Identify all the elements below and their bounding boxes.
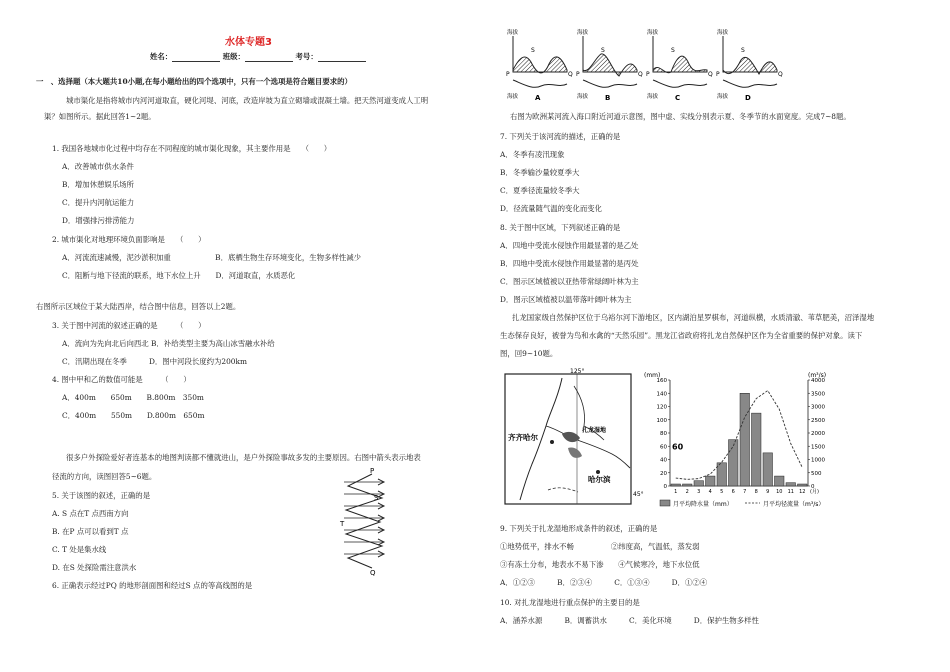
right-tick-label: 2000 — [811, 431, 825, 437]
precip-bar — [763, 453, 773, 486]
profile-panel-b — [576, 28, 643, 102]
exam-number-label: 考号： — [295, 52, 318, 61]
q7-option-c[interactable]: C．夏季径流量较冬季大 — [500, 186, 580, 195]
profile-panel-c — [646, 28, 713, 102]
altitude-label: 海拔 — [717, 30, 729, 36]
point-p-label: P — [646, 71, 650, 78]
panel-label: C — [675, 94, 681, 102]
point-q-label: Q — [708, 71, 713, 78]
class-label: 班级： — [222, 52, 245, 61]
q4-options-cd[interactable]: C．400m 550m D.800m 650m — [62, 411, 205, 420]
q9-statements-34: ③有冻土分布，地表水不易下渗 ④气候寒冷，地下水位低 — [500, 560, 700, 569]
point-s-label: S — [671, 47, 675, 54]
latitude-label: 45° — [633, 491, 644, 498]
q1-option-a[interactable]: A．改善城市供水条件 — [62, 162, 134, 171]
precip-bar — [740, 393, 750, 486]
panel-label: B — [605, 94, 611, 102]
q8-option-d[interactable]: D．图示区域植被以温带落叶阔叶林为主 — [500, 295, 632, 304]
left-tick-label: 100 — [656, 417, 667, 424]
question-10: 10. 对扎龙湿地进行重点保护的主要目的是 — [500, 598, 640, 607]
q5-option-a[interactable]: A. S 点在T 点西南方向 — [52, 509, 129, 518]
q1-option-d[interactable]: D．增强排污排涝能力 — [62, 216, 135, 225]
harbin-dot — [596, 470, 600, 474]
name-blank[interactable] — [172, 53, 220, 62]
month-tick-label: 4 — [708, 489, 712, 495]
q4-options-ab[interactable]: A．400m 650m B.800m 350m — [62, 393, 204, 402]
legend-swatch-precip — [660, 500, 670, 506]
point-p-label: P — [576, 71, 580, 78]
altitude-label: 海拔 — [577, 94, 589, 100]
precip-bar — [752, 413, 762, 486]
exam-number-blank[interactable] — [318, 53, 366, 62]
zhalong-map — [502, 368, 644, 508]
q8-option-c[interactable]: C．图示区域植被以亚热带常绿阔叶林为主 — [500, 277, 639, 286]
q3-options-cd[interactable]: C．汛期出现在冬季 D．图中河段长度约为200km — [62, 357, 247, 366]
altitude-label: 海拔 — [717, 94, 729, 100]
q7-option-a[interactable]: A．冬季有凌汛现象 — [500, 150, 565, 159]
precip-bar — [786, 483, 796, 486]
point-p-label: P — [506, 71, 510, 78]
altitude-label: 海拔 — [647, 30, 659, 36]
name-label: 姓名： — [150, 52, 173, 61]
intro-text: 渠？如图所示。据此回答1~2题。 — [44, 112, 156, 121]
flow-lines — [344, 482, 384, 554]
contour-curve — [513, 80, 567, 87]
passage-4: 右图为欧洲某河流入海口附近河道示意图，图中虚、实线分别表示夏、冬季节的水面宽度。完成7~8题。 — [510, 112, 851, 121]
zhalong-wetland-label: 扎龙湿地 — [582, 427, 607, 434]
left-tick-label: 160 — [656, 378, 667, 384]
left-tick-label: 140 — [656, 391, 667, 398]
point-s-label: S — [741, 47, 745, 54]
precip-bar — [798, 484, 808, 486]
precip-bar — [671, 484, 681, 486]
legend-runoff: 月平均径流量（m³/s） — [763, 501, 825, 508]
precip-bar — [775, 476, 785, 486]
month-tick-label: 5 — [720, 489, 724, 495]
contour-curve — [723, 80, 777, 87]
point-q-label: Q — [638, 71, 643, 78]
question-5: 5. 关于该图的叙述，正确的是 — [52, 491, 151, 500]
question-1: 1. 我国各地城市化过程中均存在不同程度的城市渠化现象，其主要作用是 （ ） — [52, 144, 332, 153]
qiqihar-label: 齐齐哈尔 — [508, 433, 538, 442]
question-8: 8. 关于图中区域，下列叙述正确的是 — [500, 223, 621, 232]
point-p-label: P — [716, 71, 720, 78]
q8-option-b[interactable]: B．四地中受流水侵蚀作用最显著的是丙处 — [500, 259, 639, 268]
point-q-label: Q — [778, 71, 783, 78]
passage-5: 扎龙国家级自然保护区位于乌裕尔河下游地区，区内湖泊星罗棋布，河道纵横，水质清澈、苇草肥美，沼泽湿地 — [512, 313, 875, 322]
profile-area — [723, 57, 777, 74]
right-tick-label: 500 — [811, 470, 822, 477]
passage-5: 生态保存良好，被誉为鸟和水禽的“天然乐园”。黑龙江省政府将扎龙自然保护区作为全省重要的保护对象。读下 — [500, 331, 863, 340]
q2-options-cd[interactable]: C．阻断与地下径流的联系，地下水位上升 D．河道取直，水质恶化 — [62, 271, 296, 280]
x-axis-unit: (月) — [810, 489, 819, 495]
class-blank[interactable] — [245, 53, 293, 62]
left-axis-unit: (mm) — [644, 372, 661, 379]
right-tick-label: 2500 — [811, 417, 825, 424]
legend-precip: 月平均降水量（mm） — [673, 501, 733, 508]
point-q-label: Q — [370, 569, 376, 577]
contour-curve — [583, 80, 637, 87]
page-title: 水体专题3 — [225, 37, 272, 48]
q8-option-a[interactable]: A．四地中受流水侵蚀作用最显著的是乙处 — [500, 241, 639, 250]
point-s-label: S — [601, 47, 605, 54]
left-tick-label: 80 — [660, 431, 667, 437]
q1-option-c[interactable]: C．提升内河航运能力 — [62, 198, 135, 207]
point-p-label: P — [370, 467, 375, 475]
passage-2: 右图所示区域位于某大陆西岸，结合图中信息，回答以上2题。 — [36, 302, 241, 311]
right-tick-label: 0 — [811, 484, 815, 490]
profile-figure — [505, 28, 785, 102]
q9-statements-12: ①地势低平，排水不畅 ②纬度高，气温低，蒸发弱 — [500, 542, 700, 551]
longitude-label: 125° — [570, 368, 585, 375]
left-tick-label: 40 — [660, 457, 667, 464]
profile-area — [653, 56, 707, 73]
student-info-line — [150, 52, 366, 62]
harbin-label: 哈尔滨 — [588, 475, 611, 484]
month-tick-label: 10 — [776, 489, 783, 495]
right-tick-label: 1000 — [811, 457, 825, 464]
month-tick-label: 11 — [787, 489, 794, 495]
point-t-label: T — [340, 520, 345, 528]
left-tick-label: 20 — [660, 470, 667, 477]
question-4: 4. 图中甲和乙的数值可能是 （ ） — [52, 375, 191, 384]
left-tick-label: 60 — [660, 444, 667, 451]
altitude-label: 海拔 — [507, 94, 519, 100]
right-tick-label: 4000 — [811, 378, 825, 384]
right-tick-label: 3500 — [811, 391, 825, 398]
altitude-label: 海拔 — [647, 94, 659, 100]
month-tick-label: 8 — [754, 489, 758, 495]
precip-bar — [694, 481, 704, 486]
precip-runoff-chart — [640, 368, 850, 510]
panel-label: A — [535, 94, 541, 102]
q7-option-b[interactable]: B．冬季输沙量较夏季大 — [500, 168, 580, 177]
q3-options-ab[interactable]: A．流向为先向北后向西北 B．补给类型主要为高山冰雪融水补给 — [62, 339, 275, 348]
point-q-label: Q — [568, 71, 573, 78]
question-7: 7. 下列关于该河流的描述，正确的是 — [500, 132, 621, 141]
runoff-line — [676, 391, 803, 480]
question-9: 9. 下列关于扎龙湿地形成条件的叙述，正确的是 — [500, 524, 658, 533]
month-tick-label: 12 — [799, 489, 806, 495]
panel-label: D — [745, 94, 751, 102]
right-axis-unit: (m³/s) — [808, 372, 827, 379]
right-tick-label: 3000 — [811, 404, 825, 411]
precip-bar — [729, 440, 739, 486]
point-s-label: S — [531, 47, 535, 54]
annotation-60: 60 — [672, 442, 684, 452]
passage-5: 图，回9~10题。 — [500, 349, 558, 358]
point-s-label: S — [374, 494, 379, 502]
question-6: 6. 正确表示经过PQ 的地形剖面图和经过S 点的等高线图的是 — [52, 581, 253, 590]
month-tick-label: 9 — [766, 489, 770, 495]
altitude-label: 海拔 — [507, 30, 519, 36]
q9-options[interactable]: A．①②③ B．②③④ C．①③④ D．①②④ — [500, 578, 708, 587]
q10-options[interactable]: A．涵养水源 B．调蓄洪水 C．美化环境 D．保护生物多样性 — [500, 616, 759, 625]
q5-option-d[interactable]: D. 在S 处探险需注意洪水 — [52, 563, 137, 572]
q1-option-b[interactable]: B．增加休憩娱乐场所 — [62, 180, 134, 189]
month-tick-label: 3 — [697, 489, 701, 495]
q5-option-b[interactable]: B. 在P 点可以看到T 点 — [52, 527, 129, 536]
passage-3: 径流的方向，读图回答5~6题。 — [52, 472, 157, 481]
altitude-label: 海拔 — [577, 30, 589, 36]
profile-area — [513, 57, 567, 73]
question-3: 3. 关于图中河流的叙述正确的是 （ ） — [52, 321, 206, 330]
month-tick-label: 6 — [731, 489, 735, 495]
flow-direction-figure — [338, 464, 390, 576]
q7-option-d[interactable]: D．径流量随气温的变化而变化 — [500, 204, 603, 213]
profile-panel-d — [716, 28, 783, 102]
profile-area — [583, 54, 637, 76]
left-tick-label: 0 — [663, 484, 667, 490]
right-tick-label: 1500 — [811, 444, 825, 451]
precip-bar — [706, 476, 716, 486]
month-tick-label: 2 — [685, 489, 689, 495]
intro-text: 城市渠化是指将城市内河河道取直，硬化河堤、河底，改造岸坡为直立砌墙或混凝土墙。把天然河道变成人工明 — [66, 96, 429, 105]
passage-3: 很多户外探险爱好者连基本的地图判读都不懂就进山，是户外探险事故多发的主要原因。右图中箭头表示地表 — [66, 453, 421, 462]
month-tick-label: 1 — [674, 489, 678, 495]
precip-bar — [683, 484, 693, 486]
qiqihar-dot — [550, 440, 554, 444]
q2-options-ab[interactable]: A．河流流速减慢，泥沙淤积加重 B．底栖生物生存环境变化，生物多样性减少 — [62, 253, 362, 262]
left-tick-label: 120 — [656, 404, 667, 411]
question-2: 2. 城市渠化对地理环境负面影响是 （ ） — [52, 235, 206, 244]
month-tick-label: 7 — [743, 489, 747, 495]
section-heading: 一 、选择题（本大题共10小题,在每小题给出的四个选项中，只有一个选项是符合题目要求的） — [36, 77, 352, 86]
q5-option-c[interactable]: C. T 处是集水线 — [52, 545, 107, 554]
contour-curve — [653, 80, 707, 87]
precip-bar — [717, 463, 727, 486]
profile-panel-a — [506, 28, 573, 102]
